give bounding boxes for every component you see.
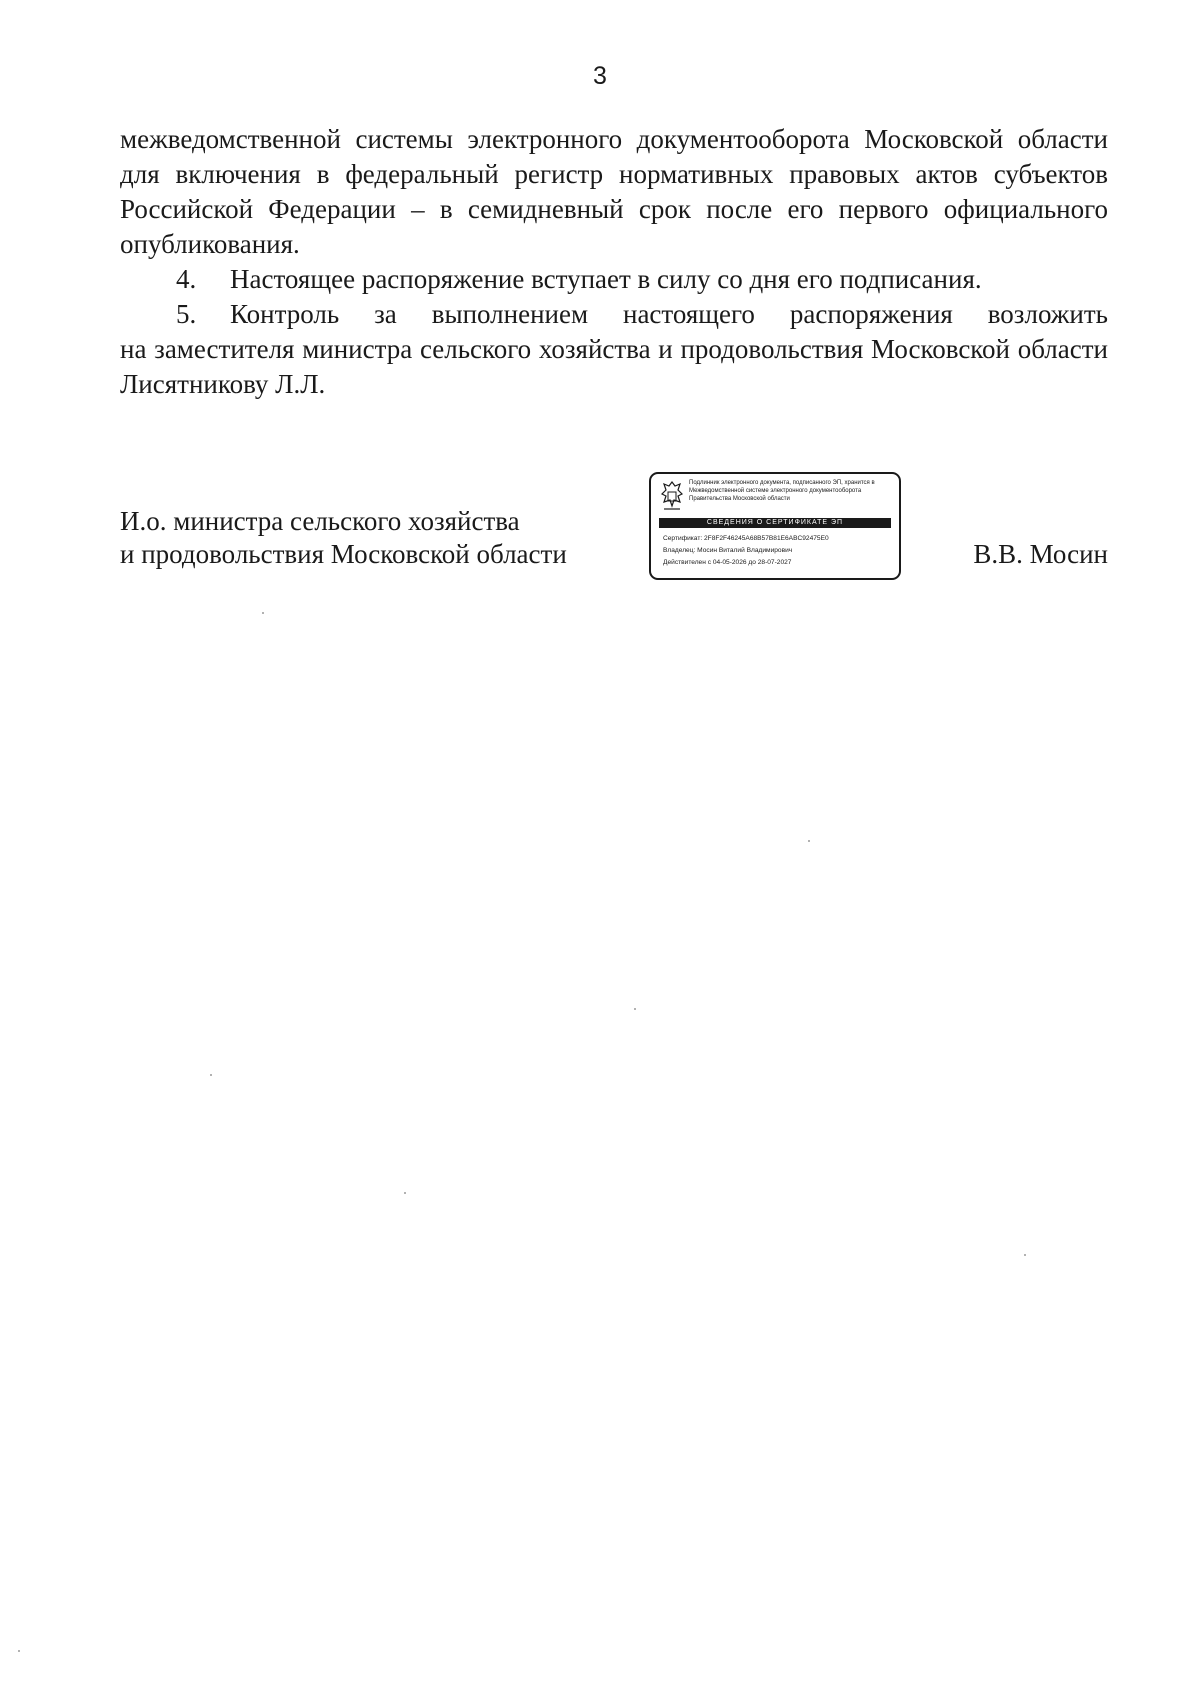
document-body <box>120 122 1108 402</box>
coat-of-arms-icon <box>660 480 684 512</box>
item-text: Настоящее распоряжение вступает в силу со дня его подписания. <box>230 264 982 294</box>
scan-speck <box>262 612 264 614</box>
stamp-owner: Владелец: Мосин Виталий Владимирович <box>663 547 793 554</box>
scan-speck <box>404 1192 406 1194</box>
stamp-header-text: Подлинник электронного документа, подписанного ЭП, хранится в Межведомственной системе электронного документооборота Правительства Московской области <box>689 480 875 502</box>
stamp-validity: Действителен с 04-05-2026 до 28-07-2027 <box>663 559 792 566</box>
item-text: Контроль за выполнением настоящего распоряжения возложить <box>230 299 1108 329</box>
scan-speck <box>808 840 810 842</box>
signer-title-line: и продовольствия Московской области <box>120 539 567 569</box>
signature-position <box>120 505 567 571</box>
signer-name: В.В. Мосин <box>973 539 1108 569</box>
scan-speck <box>1024 1254 1026 1256</box>
scan-speck <box>634 1008 636 1010</box>
item-number: 4. <box>176 264 197 294</box>
paragraph-line: на заместителя министра сельского хозяйства и продовольствия Московской области <box>120 334 1108 364</box>
scan-speck <box>210 1074 212 1076</box>
paragraph-line: для включения в федеральный регистр нормативных правовых актов субъектов <box>120 159 1108 189</box>
stamp-certificate: Сертификат: 2F8F2F46245A68B57B81E6ABC92475E0 <box>663 535 829 542</box>
signer-title-line: И.о. министра сельского хозяйства <box>120 506 520 536</box>
paragraph-line: опубликования. <box>120 229 300 259</box>
list-item <box>120 262 1108 297</box>
paragraph-line: Российской Федерации – в семидневный срок после его первого официального <box>120 194 1108 224</box>
page-number: 3 <box>593 62 607 90</box>
list-item <box>120 297 1108 332</box>
scan-speck <box>18 1650 20 1652</box>
e-signature-stamp <box>649 472 901 580</box>
paragraph-line: межведомственной системы электронного документооборота Московской области <box>120 124 1108 154</box>
item-number: 5. <box>176 299 197 329</box>
stamp-certificate-bar: СВЕДЕНИЯ О СЕРТИФИКАТЕ ЭП <box>659 518 891 528</box>
paragraph-line: Лисятникову Л.Л. <box>120 369 326 399</box>
